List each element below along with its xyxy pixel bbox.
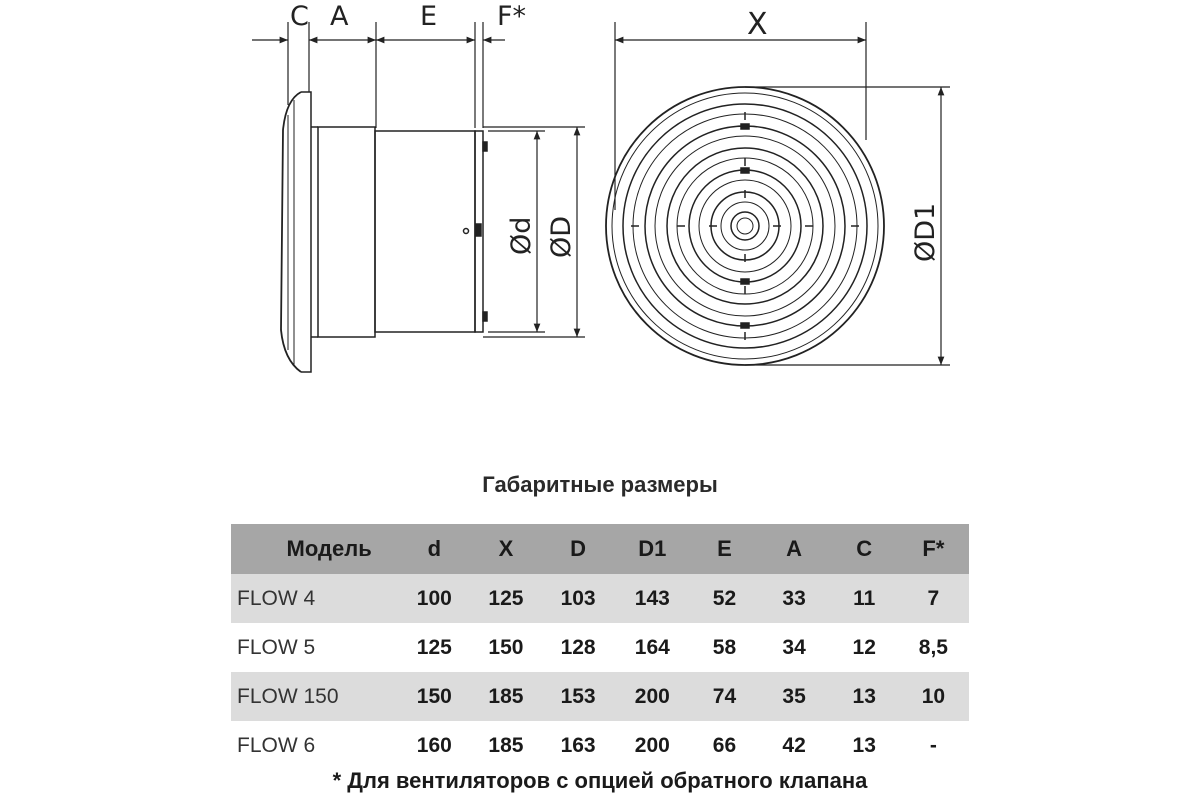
- cell: -: [929, 733, 937, 757]
- header-e: E: [691, 524, 757, 574]
- cell: 100: [400, 574, 469, 623]
- cell: 7: [898, 574, 969, 623]
- cell: 52: [691, 574, 757, 623]
- dim-label-x: X: [747, 7, 768, 42]
- side-dimensions: [252, 22, 585, 337]
- cell: 200: [634, 733, 670, 757]
- table-row: [231, 574, 969, 623]
- cell: 58: [712, 635, 737, 659]
- cell: 42: [782, 733, 806, 757]
- header-d: d: [400, 524, 469, 574]
- dim-label-small-d: Ød: [506, 216, 537, 255]
- table-row: [231, 721, 969, 770]
- cell: 13: [852, 733, 876, 757]
- side-view: [281, 92, 487, 372]
- table-row: [231, 623, 969, 672]
- cell-model: FLOW 6: [237, 733, 316, 757]
- cell-model: FLOW 4: [231, 574, 400, 623]
- header-big-d: D: [543, 524, 613, 574]
- cell: 200: [613, 672, 691, 721]
- cell: 74: [691, 672, 757, 721]
- cell: 34: [782, 635, 806, 659]
- cell: 8,5: [918, 635, 948, 659]
- dim-label-d1: ØD1: [910, 202, 941, 262]
- cell: 160: [416, 733, 452, 757]
- front-dimensions: [615, 22, 950, 365]
- cell: 35: [758, 672, 831, 721]
- cell: 150: [488, 635, 524, 659]
- cell: 103: [543, 574, 613, 623]
- header-c: C: [831, 524, 898, 574]
- dim-label-a: A: [330, 1, 349, 32]
- header-f: F*: [898, 524, 969, 574]
- table-caption: Габаритные размеры: [482, 472, 718, 497]
- header-x: X: [469, 524, 543, 574]
- dim-label-e: E: [420, 1, 438, 32]
- dim-label-c: C: [290, 1, 309, 32]
- cell: 185: [469, 672, 543, 721]
- cell: 163: [560, 733, 596, 757]
- cell-model: FLOW 5: [237, 635, 316, 659]
- cell: 153: [543, 672, 613, 721]
- dim-label-big-d: ØD: [546, 215, 577, 258]
- front-view: [606, 87, 884, 365]
- cell: 13: [831, 672, 898, 721]
- dimensions-table: [231, 524, 969, 770]
- table-row: [231, 672, 969, 721]
- header-a: A: [758, 524, 831, 574]
- cell: 143: [613, 574, 691, 623]
- header-model: Модель: [231, 524, 400, 574]
- footnote: * Для вентиляторов с опцией обратного клапана: [332, 768, 868, 793]
- dim-label-f: F*: [497, 1, 527, 32]
- cell: 10: [898, 672, 969, 721]
- cell: 125: [416, 635, 452, 659]
- cell: 185: [488, 733, 524, 757]
- cell: 164: [634, 635, 670, 659]
- cell: 128: [560, 635, 596, 659]
- cell: 12: [852, 635, 876, 659]
- cell: 66: [712, 733, 737, 757]
- cell-model: FLOW 150: [231, 672, 400, 721]
- cell: 33: [758, 574, 831, 623]
- cell: 150: [400, 672, 469, 721]
- cell: 11: [831, 574, 898, 623]
- table-header-row: [231, 524, 969, 574]
- cell: 125: [469, 574, 543, 623]
- header-d1: D1: [613, 524, 691, 574]
